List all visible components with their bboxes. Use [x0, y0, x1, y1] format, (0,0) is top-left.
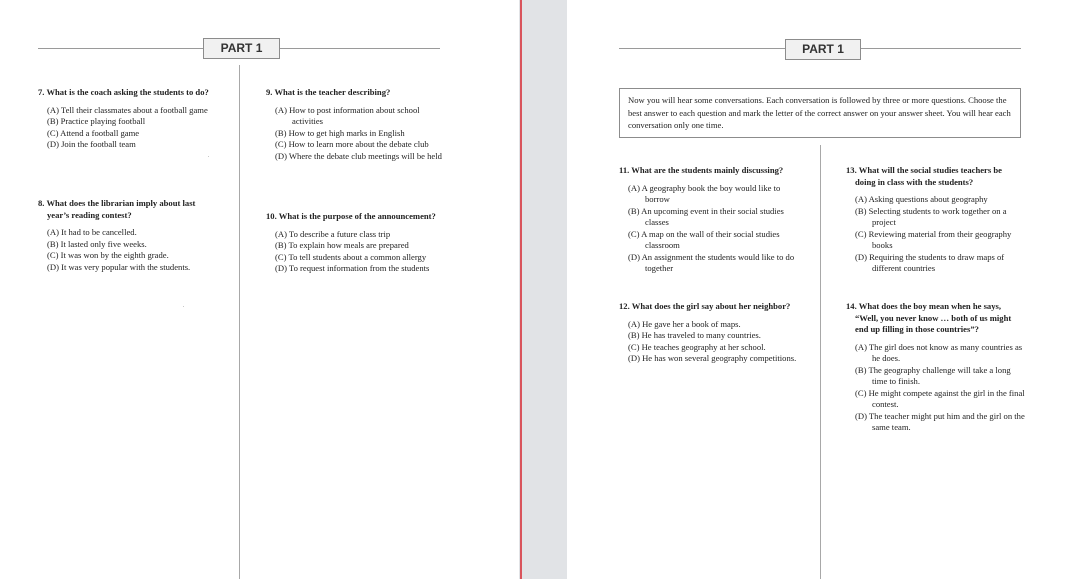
scan-speck: [208, 156, 209, 157]
part-header: PART 1: [785, 39, 861, 60]
question-12: [619, 301, 809, 365]
question-stem: 7. What is the coach asking the students to do?: [38, 87, 209, 97]
question-7: [38, 87, 216, 151]
column-divider: [820, 145, 821, 579]
answer-option: (D) Requiring the students to draw maps of different countries: [855, 251, 1005, 273]
answer-option: (D) To request information from the students: [275, 263, 430, 273]
answer-option: (D) The teacher might put him and the girl on the same team.: [855, 410, 1025, 432]
question-8: [38, 198, 218, 273]
header-rule-left: [38, 48, 203, 49]
scan-speck: [183, 306, 184, 307]
question-stem: 11. What are the students mainly discussing?: [619, 165, 784, 175]
question-10: [266, 211, 446, 275]
column-divider: [239, 65, 240, 579]
answer-option: (B) He has traveled to many countries.: [628, 330, 761, 340]
answer-option: (C) Reviewing material from their geography books: [855, 228, 1012, 250]
header-rule-right: [280, 48, 440, 49]
answer-option: (B) It lasted only five weeks.: [47, 238, 147, 249]
question-9: [266, 87, 444, 162]
answer-option: (B) How to get high marks in English: [275, 127, 405, 138]
answer-option: (A) Asking questions about geography: [855, 194, 988, 204]
answer-option: (C) He teaches geography at her school.: [628, 341, 766, 352]
answer-option: (D) He has won several geography competitions.: [628, 353, 797, 363]
answer-option: (A) To describe a future class trip: [275, 228, 391, 239]
answer-option: (B) Selecting students to work together on a project: [855, 205, 1007, 227]
answer-option: (C) To tell students about a common allergy: [275, 251, 427, 262]
answer-option: (A) A geography book the boy would like to borrow: [628, 182, 781, 204]
answer-option: (C) Attend a football game: [47, 127, 140, 138]
directions-box: Now you will hear some conversations. Each conversation is followed by three or more questions. Choose the best answer to each question and mark the letter of the correct answer on your answer sheet. You will hear each conversation only one time.: [619, 88, 1021, 138]
answer-option: (C) It was won by the eighth grade.: [47, 250, 169, 260]
answer-option: (D) Where the debate club meetings will be held: [275, 150, 442, 161]
page-gutter: [519, 0, 567, 579]
question-stem: 12. What does the girl say about her neighbor?: [619, 301, 791, 311]
question-stem: 10. What is the purpose of the announcement?: [266, 211, 436, 221]
answer-option: (B) The geography challenge will take a long time to finish.: [855, 364, 1011, 386]
answer-option: (A) Tell their classmates about a football game: [47, 104, 208, 115]
answer-option: (B) An upcoming event in their social studies classes: [628, 205, 784, 227]
question-14: [846, 301, 1026, 434]
header-rule-left: [619, 48, 785, 49]
question-stem: 9. What is the teacher describing?: [266, 87, 391, 97]
answer-option: (A) How to post information about school activities: [275, 104, 420, 126]
answer-option: (D) Join the football team: [47, 139, 136, 149]
answer-option: (A) The girl does not know as many countries as he does.: [855, 341, 1023, 363]
part-header: PART 1: [203, 38, 280, 59]
question-13: [846, 165, 1024, 275]
left-page: [0, 0, 519, 579]
question-stem: 14. What does the boy mean when he says, “Well, you never know … both of us might end up filling in those countries”?: [846, 301, 1012, 334]
answer-option: (D) An assignment the students would like to do together: [628, 251, 795, 273]
answer-option: (D) It was very popular with the students.: [47, 261, 191, 272]
page-edge-line: [520, 0, 522, 579]
answer-option: (B) To explain how meals are prepared: [275, 240, 409, 250]
answer-option: (B) Practice playing football: [47, 116, 146, 126]
answer-option: (C) A map on the wall of their social studies classroom: [628, 228, 780, 250]
header-rule-right: [861, 48, 1021, 49]
answer-option: (C) How to learn more about the debate club: [275, 139, 429, 149]
answer-option: (A) He gave her a book of maps.: [628, 318, 741, 329]
answer-option: (C) He might compete against the girl in the final contest.: [855, 387, 1025, 409]
question-stem: 8. What does the librarian imply about last year’s reading contest?: [38, 198, 196, 220]
question-11: [619, 165, 801, 275]
question-stem: 13. What will the social studies teachers be doing in class with the students?: [846, 165, 1002, 187]
right-page: [567, 0, 1080, 579]
answer-option: (A) It had to be cancelled.: [47, 227, 137, 237]
